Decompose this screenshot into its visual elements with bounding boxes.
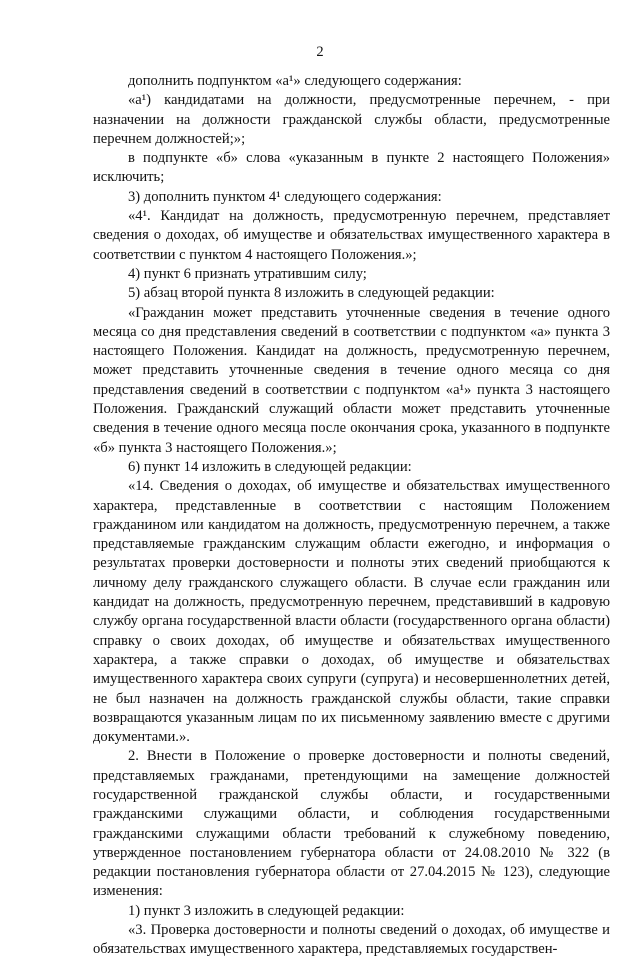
paragraph: 5) абзац второй пункта 8 изложить в следующей редакции: bbox=[128, 285, 495, 302]
paragraph: «4¹. Кандидат на должность, предусмотренную перечнем, представляет сведения о доходах, об имуществе и обязательствах имущественного характера в соответствии с пунктом 4 настоящего Положения.»; bbox=[93, 208, 610, 263]
paragraph: 1) пункт 3 изложить в следующей редакции: bbox=[128, 902, 405, 919]
paragraph: «3. Проверка достоверности и полноты сведений о доходах, об имуществе и обязательствах имущественного характера, представляемых государствен- bbox=[93, 922, 610, 958]
paragraph: «14. Сведения о доходах, об имуществе и обязательствах имущественного характера, представленные в соответствии с настоящим Положением гражданином или кандидатом на должность, предусмотренную перечнем, а также представляемые гражданским служащим области ежегодно, и информация о результатах проверки достоверности и полноты этих сведений приобщаются к личному делу гражданского служащего области. В случае если гражданин или кандидат на должность, предусмотренную перечнем, представивший в кадровую службу органа государственной власти области (государственного органа области) справку о своих доходах, об имуществе и обязательствах имущественного характера, а также справки о доходах, об имуществе и обязательствах имущественного характера своих супруги (супруга) и несовершеннолетних детей, не был назначен на должность гражданской службы области, такие справки возвращаются указанным лицам по их письменному заявлению вместе с другими документами.». bbox=[93, 478, 610, 746]
document-body bbox=[93, 72, 610, 960]
page-number: 2 bbox=[316, 44, 324, 60]
paragraph: «а¹) кандидатами на должности, предусмотренные перечнем, - при назначении на должности гражданской службы области, предусмотренные перечнем должностей;»; bbox=[93, 92, 610, 147]
paragraph: 6) пункт 14 изложить в следующей редакции: bbox=[128, 458, 412, 475]
paragraph: 2. Внести в Положение о проверке достоверности и полноты сведений, представляемых гражданами, претендующими на замещение должностей государственной гражданской службы области, и государственными гражданскими служащими области, и соблюдения государственными гражданскими служащими области требований к служебному поведению, утвержденное постановлением губернатора области от 24.08.2010 № 322 (в редакции постановления губернатора области от 27.04.2015 № 123), следующие изменения: bbox=[93, 748, 610, 900]
paragraph: дополнить подпунктом «а¹» следующего содержания: bbox=[128, 73, 462, 89]
paragraph: в подпункте «б» слова «указанным в пункте 2 настоящего Положения» исключить; bbox=[93, 150, 610, 186]
paragraph: «Гражданин может представить уточненные сведения в течение одного месяца со дня представления сведений в соответствии с подпунктом «а» пункта 3 настоящего Положения. Кандидат на должность, предусмотренную перечнем, может представить уточненные сведения в течение одного месяца со дня представления сведений в соответствии с подпунктом «а¹» пункта 3 настоящего Положения. Гражданский служащий области может представить уточненные сведения в течение одного месяца после окончания срока, указанного в подпункте «б» пункта 3 настоящего Положения.»; bbox=[93, 304, 610, 456]
paragraph: 3) дополнить пунктом 4¹ следующего содержания: bbox=[128, 188, 442, 205]
paragraph: 4) пункт 6 признать утратившим силу; bbox=[128, 265, 367, 282]
